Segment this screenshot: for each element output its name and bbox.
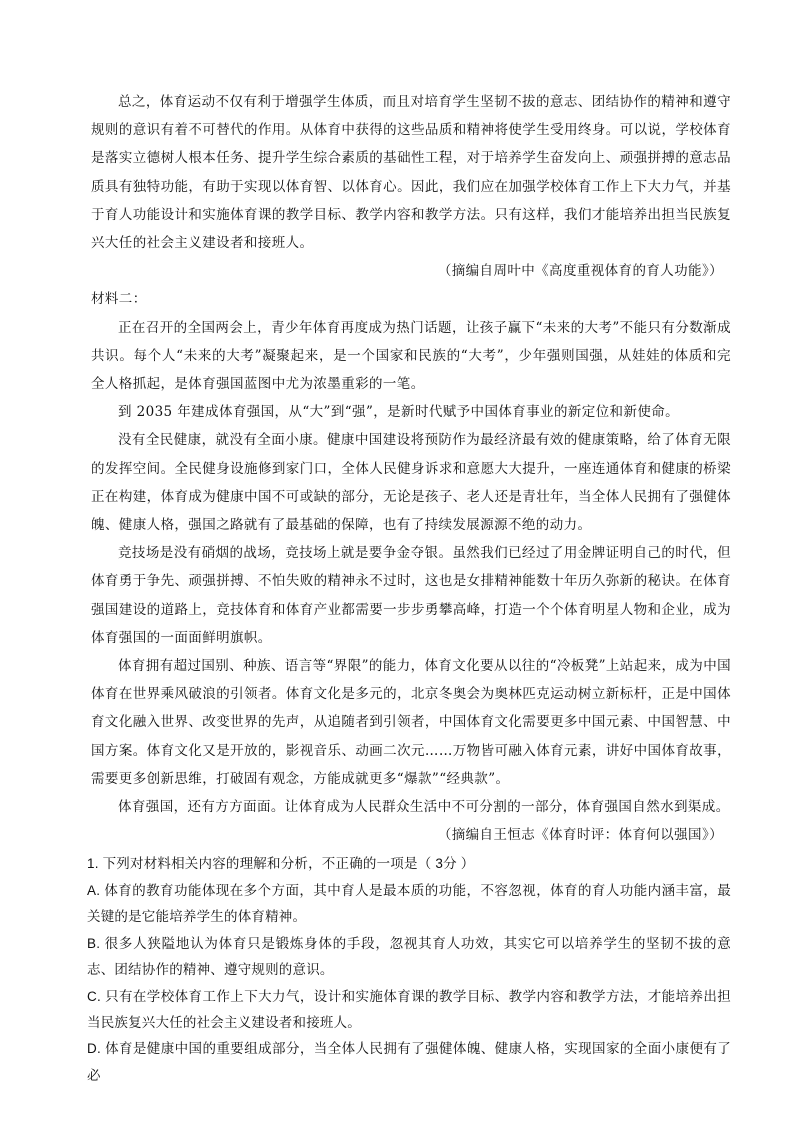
option-b: B. 很多人狭隘地认为体育只是锻炼身体的手段，忽视其育人功效，其实它可以培养学生的坚韧不拔的意志、团结协作的精神、遵守规则的意识。 <box>87 935 731 978</box>
material2-paragraph-6: 体育强国，还有方方面面。让体育成为人民群众生活中不可分割的一部分，体育强国自然水到渠成。 <box>118 799 730 816</box>
question-1 <box>87 851 731 1089</box>
document-page <box>87 88 732 1089</box>
option-c: C. 只有在学校体育工作上下大力气，设计和实施体育课的教学目标、教学内容和教学方法，才能培养出担当民族复兴大任的社会主义建设者和接班人。 <box>87 988 731 1030</box>
material1-source: （摘编自周叶中《高度重视体育的育人功能》） <box>437 263 723 280</box>
reading-materials <box>91 88 731 849</box>
material2-paragraph-5: 体育拥有超过国别、种族、语言等“界限”的能力，体育文化要从以往的“冷板凳”上站起来，成为中国体育在世界乘风破浪的引领者。体育文化是多元的，北京冬奥会为奥林匹克运动树立新标杆，正是中国体育文化融入世界、改变世界的先声，从追随者到引领者，中国体育文化需要更多中国元素、中国智慧、中国方案。体育文化又是开放的，影视音乐、动画二次元……万物皆可融入体育元素，讲好中国体育故事，需要更多创新思维，打破固有观念，方能成就更多“爆款”“经典款”。 <box>91 658 732 787</box>
material1-paragraph: 总之，体育运动不仅有利于增强学生体质，而且对培育学生坚韧不拔的意志、团结协作的精神和遵守规则的意识有着不可替代的作用。从体育中获得的这些品质和精神将使学生受用终身。可以说，学校体育是落实立德树人根本任务、提升学生综合素质的基础性工程，对于培养学生奋发向上、顽强拼搏的意志品质具有独特功能，有助于实现以体育智、以体育心。因此，我们应在加强学校体育工作上下大力气，并基于育人功能设计和实施体育课的教学目标、教学内容和教学方法。只有这样，我们才能培养出担当民族复兴大任的社会主义建设者和接班人。 <box>91 94 731 252</box>
question-stem: 1. 下列对材料相关内容的理解和分析，不正确的一项是（ 3分 ） <box>87 856 475 872</box>
material2-paragraph-4: 竞技场是没有硝烟的战场，竞技场上就是要争金夺银。虽然我们已经过了用金牌证明自己的时代，但体育勇于争先、顽强拼搏、不怕失败的精神永不过时，这也是女排精神能数十年历久弥新的秘诀。在体育强国建设的道路上，竞技体育和体育产业都需要一步步勇攀高峰，打造一个个体育明星人物和企业，成为体育强国的一面面鲜明旗帜。 <box>91 545 731 646</box>
material2-label: 材料二： <box>91 291 147 308</box>
material2-source: （摘编自王恒志《体育时评：体育何以强国》） <box>437 827 723 844</box>
option-a: A. 体育的教育功能体现在多个方面，其中育人是最本质的功能，不容忽视，体育的育人功能内涵丰富，最关键的是它能培养学生的体育精神。 <box>87 882 731 925</box>
material2-paragraph-2: 到 2035 年建成体育强国，从“大”到“强”，是新时代赋予中国体育事业的新定位和新使命。 <box>118 404 680 421</box>
option-d: D. 体育是健康中国的重要组成部分，当全体人民拥有了强健体魄、健康人格，实现国家的全面小康便有了必 <box>87 1041 731 1083</box>
material2-paragraph-3: 没有全民健康，就没有全面小康。健康中国建设将预防作为最经济最有效的健康策略，给了体育无限的发挥空间。全民健身设施修到家门口，全体人民健身诉求和意愿大大提升，一座连通体育和健康的桥梁正在构建，体育成为健康中国不可或缺的部分，无论是孩子、老人还是青壮年，当全体人民拥有了强健体魄、健康人格，强国之路就有了最基础的保障，也有了持续发展源源不绝的动力。 <box>91 432 731 534</box>
material2-paragraph-1: 正在召开的全国两会上，青少年体育再度成为热门话题，让孩子赢下“未来的大考”不能只有分数渐成共识。每个人“未来的大考”凝聚起来，是一个国家和民族的“大考”，少年强则国强，从娃娃的体质和完全人格抓起，是体育强国蓝图中尤为浓墨重彩的一笔。 <box>91 319 731 393</box>
